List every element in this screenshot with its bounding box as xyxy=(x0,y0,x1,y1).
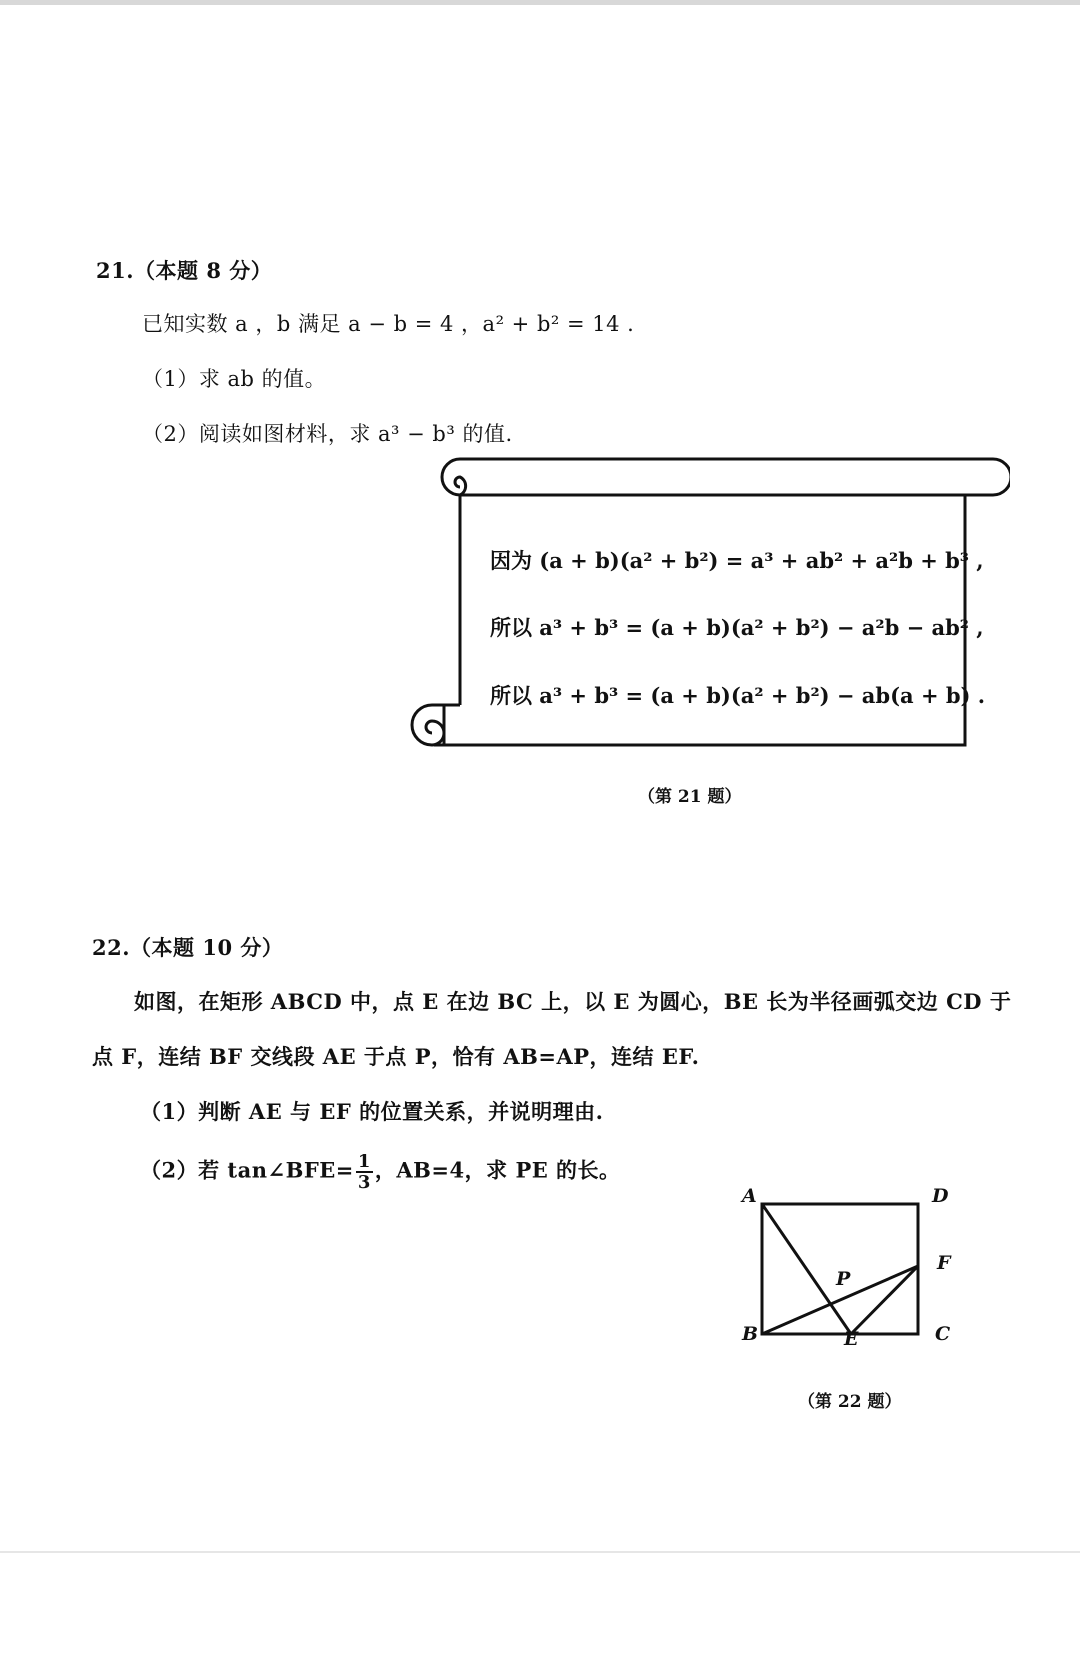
q22-stem-line1: 如图，在矩形 ABCD 中，点 E 在边 BC 上，以 E 为圆心，BE 长为半径画弧交边 CD 于 xyxy=(134,989,1012,1014)
point-label-d: D xyxy=(932,1185,949,1207)
q22-part1: （1）判断 AE 与 EF 的位置关系，并说明理由. xyxy=(140,1099,604,1124)
q21-stem: 已知实数 a ，b 满足 a − b = 4 ，a² + b² = 14 . xyxy=(142,312,635,336)
q22-part2-prefix: （2）若 tan∠BFE= xyxy=(140,1157,354,1183)
q22-heading: 22.（本题 10 分） xyxy=(92,935,284,960)
page-top-border xyxy=(0,0,1080,5)
page-bottom-border xyxy=(0,1551,1080,1553)
point-label-e: E xyxy=(844,1328,859,1350)
point-label-f: F xyxy=(937,1252,951,1274)
scroll-frame xyxy=(410,455,1010,765)
fraction-numerator: 1 xyxy=(357,1151,371,1172)
q22-caption: （第 22 题） xyxy=(798,1392,902,1412)
scroll-top-curl xyxy=(442,459,466,495)
point-label-c: C xyxy=(935,1323,951,1345)
q21-heading: 21.（本题 8 分） xyxy=(96,258,273,283)
q21-part1: （1）求 ab 的值。 xyxy=(142,367,327,391)
material-line-2: 所以 a³ + b³ = (a + b)(a² + b²) − a²b − ab² , xyxy=(490,615,984,640)
scroll-bottom-curl xyxy=(412,705,460,745)
rectangle-figure xyxy=(740,1185,940,1345)
segment-ef xyxy=(851,1266,918,1334)
scroll-top-roll xyxy=(460,459,1010,495)
q22-stem-line2: 点 F，连结 BF 交线段 AE 于点 P，恰有 AB=AP，连结 EF. xyxy=(92,1044,700,1069)
material-line-3: 所以 a³ + b³ = (a + b)(a² + b²) − ab(a + b) . xyxy=(490,683,986,708)
q22-part2-suffix: ，AB=4，求 PE 的长。 xyxy=(374,1157,621,1183)
point-label-a: A xyxy=(742,1185,757,1207)
point-label-p: P xyxy=(836,1268,851,1290)
tan-fraction xyxy=(356,1152,373,1192)
q21-caption: （第 21 题） xyxy=(638,787,742,807)
q21-part2: （2）阅读如图材料，求 a³ − b³ 的值. xyxy=(142,422,513,446)
fraction-denominator: 3 xyxy=(357,1172,371,1193)
material-line-1: 因为 (a + b)(a² + b²) = a³ + ab² + a²b + b³ , xyxy=(490,548,984,573)
point-label-b: B xyxy=(742,1323,759,1345)
q22-part2 xyxy=(140,1152,621,1192)
